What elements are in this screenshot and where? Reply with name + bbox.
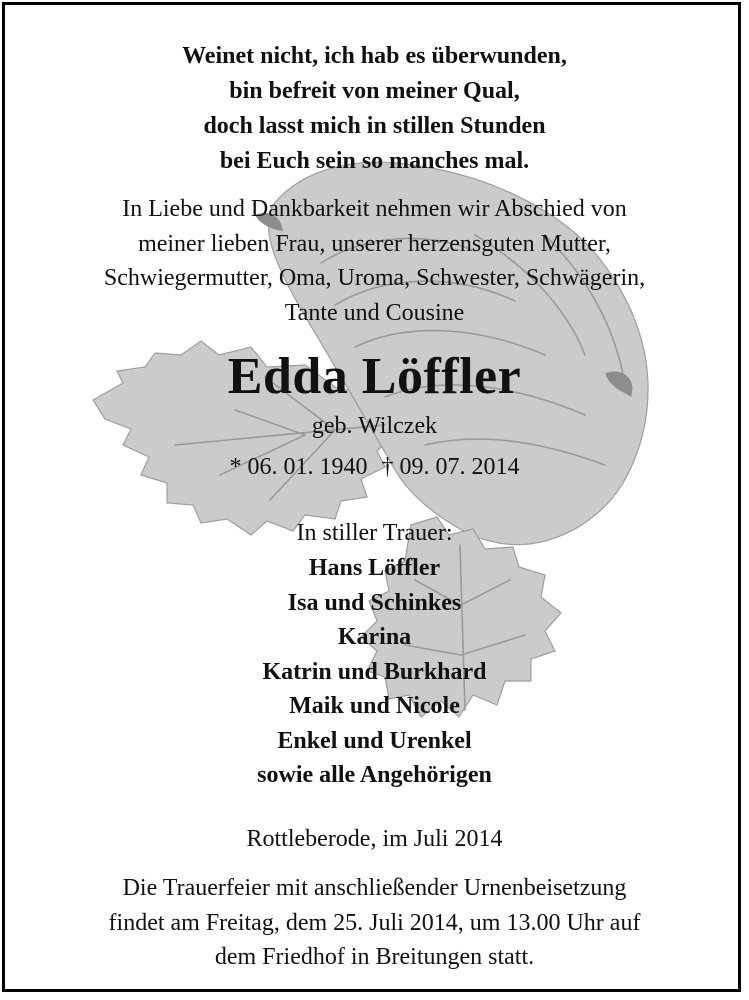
mourner-name: Enkel und Urenkel	[277, 727, 472, 754]
place-date: Rottleberode, im Juli 2014	[246, 826, 503, 852]
mourner-name: Isa und Schinkes	[287, 589, 462, 616]
funeral-line: Die Trauerfeier mit anschließender Urnenbeisetzung	[122, 875, 627, 901]
life-dates	[5, 450, 741, 484]
birth-name: geb. Wilczek	[311, 413, 438, 439]
poem-line: bei Euch sein so manches mal.	[219, 148, 530, 174]
funeral-line: dem Friedhof in Breitungen statt.	[214, 944, 535, 970]
intro-line: meiner lieben Frau, unserer herzensguten Mutter,	[138, 230, 611, 257]
funeral-info	[5, 871, 741, 975]
poem	[5, 39, 741, 179]
mourner-name: Hans Löffler	[308, 555, 441, 581]
deceased-name: Edda Löffler	[227, 348, 522, 405]
intro-line: Schwiegermutter, Oma, Uroma, Schwester, Schwägerin,	[103, 265, 646, 291]
mourners-list	[5, 551, 741, 793]
mourner-name: Maik und Nicole	[289, 693, 460, 719]
death-date: † 09. 07. 2014	[381, 454, 520, 480]
intro-line: In Liebe und Dankbarkeit nehmen wir Abschied von	[122, 196, 627, 222]
mourner-name: sowie alle Angehörigen	[257, 762, 492, 788]
birth-date: * 06. 01. 1940	[229, 454, 368, 480]
funeral-line: findet am Freitag, dem 25. Juli 2014, um 13.00 Uhr auf	[108, 909, 641, 936]
mourning-title: In stiller Trauer:	[296, 520, 453, 546]
poem-line: Weinet nicht, ich hab es überwunden,	[182, 43, 567, 69]
poem-line: doch lasst mich in stillen Stunden	[203, 113, 546, 139]
intro-text	[5, 192, 741, 330]
obituary-notice	[2, 2, 741, 992]
mourner-name: Katrin und Burkhard	[262, 658, 487, 685]
poem-line: bin befreit von meiner Qual,	[229, 78, 520, 104]
intro-line: Tante und Cousine	[284, 299, 465, 326]
mourner-name: Karina	[337, 624, 412, 650]
